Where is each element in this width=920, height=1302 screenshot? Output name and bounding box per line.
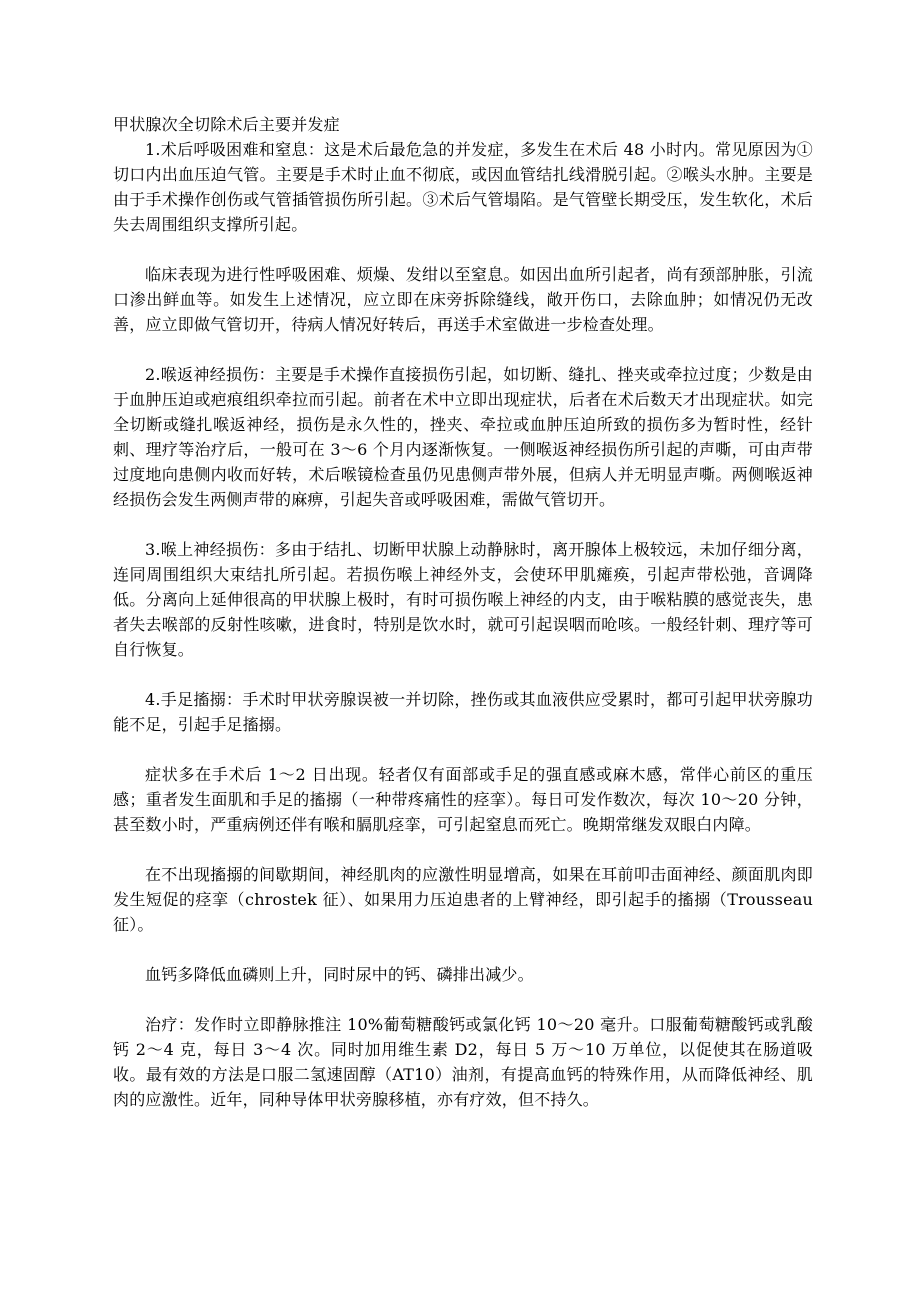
paragraph-9: 治疗：发作时立即静脉推注 10%葡萄糖酸钙或氯化钙 10～20 毫升。口服葡萄糖酸钙或乳酸钙 2～4 克，每日 3～4 次。同时加用维生素 D2，每日 5 万～10 万单位，以促使其在肠道吸收。最有效的方法是口服二氢速固醇（AT10）油剂，有提高血钙的特殊作用，从而降低神经、肌肉的应激性。近年，同种导体甲状旁腺移植，亦有疗效，但不持久。 xyxy=(113,1015,813,1109)
paragraph-5: 4.手足搐搦：手术时甲状旁腺误被一并切除，挫伤或其血液供应受累时，都可引起甲状旁腺功能不足，引起手足搐搦。 xyxy=(113,690,813,734)
document-title: 甲状腺次全切除术后主要并发症 xyxy=(113,115,340,134)
paragraph-2: 临床表现为进行性呼吸困难、烦燥、发绀以至窒息。如因出血所引起者，尚有颈部肿胀，引流口渗出鲜血等。如发生上述情况，应立即在床旁拆除缝线，敞开伤口，去除血肿；如情况仍无改善，应立即做气管切开，待病人情况好转后，再送手术室做进一步检查处理。 xyxy=(113,265,813,334)
paragraph-7: 在不出现搐搦的间歇期间，神经肌肉的应激性明显增高，如果在耳前叩击面神经、颜面肌肉即发生短促的痉挛（chrostek 征）、如果用力压迫患者的上臂神经，即引起手的搐搦（Trousseau 征）。 xyxy=(113,865,813,934)
document-body xyxy=(113,112,813,1137)
paragraph-8: 血钙多降低血磷则上升，同时尿中的钙、磷排出减少。 xyxy=(145,965,534,984)
paragraph-3: 2.喉返神经损伤：主要是手术操作直接损伤引起，如切断、缝扎、挫夹或牵拉过度；少数是由于血肿压迫或疤痕组织牵拉而引起。前者在术中立即出现症状，后者在术后数天才出现症状。如完全切断或缝扎喉返神经，损伤是永久性的，挫夹、牵拉或血肿压迫所致的损伤多为暂时性，经针刺、理疗等治疗后，一般可在 3～6 个月内逐渐恢复。一侧喉返神经损伤所引起的声嘶，可由声带过度地向患侧内收而好转，术后喉镜检查虽仍见患侧声带外展，但病人并无明显声嘶。两侧喉返神经损伤会发生两侧声带的麻痹，引起失音或呼吸困难，需做气管切开。 xyxy=(113,365,813,509)
paragraph-4: 3.喉上神经损伤：多由于结扎、切断甲状腺上动静脉时，离开腺体上极较远，未加仔细分离，连同周围组织大束结扎所引起。若损伤喉上神经外支，会使环甲肌瘫痪，引起声带松弛，音调降低。分离向上延伸很高的甲状腺上极时，有时可损伤喉上神经的内支，由于喉粘膜的感觉丧失，患者失去喉部的反射性咳嗽，进食时，特别是饮水时，就可引起误咽而呛咳。一般经针刺、理疗等可自行恢复。 xyxy=(113,540,813,659)
paragraph-6: 症状多在手术后 1～2 日出现。轻者仅有面部或手足的强直感或麻木感，常伴心前区的重压感；重者发生面肌和手足的搐搦（一种带疼痛性的痉挛）。每日可发作数次，每次 10～20 分钟，甚至数小时，严重病例还伴有喉和膈肌痉挛，可引起窒息而死亡。晚期常继发双眼白内障。 xyxy=(113,765,813,834)
paragraph-1: 1.术后呼吸困难和窒息：这是术后最危急的并发症，多发生在术后 48 小时内。常见原因为①切口内出血压迫气管。主要是手术时止血不彻底，或因血管结扎线滑脱引起。②喉头水肿。主要是由于手术操作创伤或气管插管损伤所引起。③术后气管塌陷。是气管壁长期受压，发生软化，术后失去周围组织支撑所引起。 xyxy=(113,140,813,234)
